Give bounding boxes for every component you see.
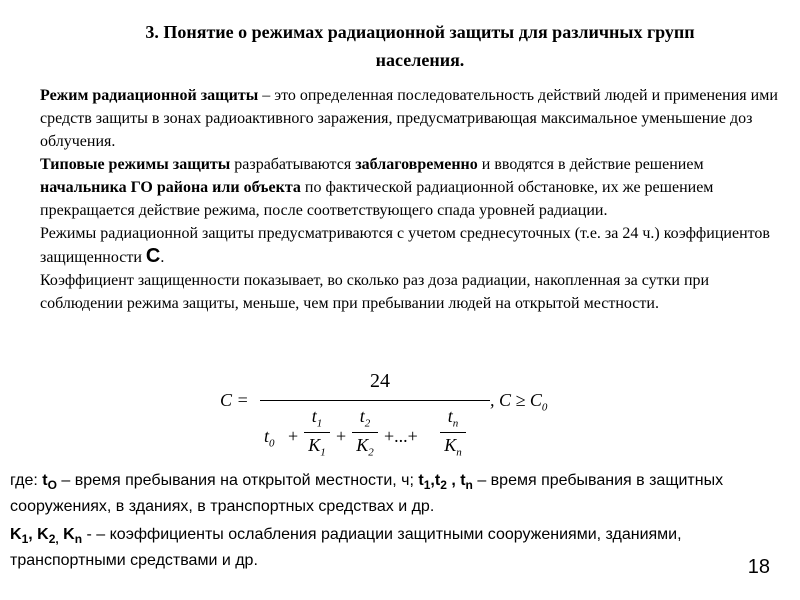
slide-title-line1: 3. Понятие о режимах радиационной защиты для различных групп: [145, 22, 695, 42]
protection-coefficient-formula: [220, 370, 580, 470]
formula-frac-tn-kn: [440, 406, 466, 458]
formula-lhs: C =: [220, 390, 249, 410]
term-radiation-protection-mode: Режим радиационной защиты: [40, 87, 259, 104]
legend-t2-letter: ,t: [430, 472, 441, 489]
definition-text: – это определенная последовательность действий людей и применения ими средств защиты в зонах радиоактивного заражения, предусматривающая максимальное уменьшение доз облучения.: [40, 87, 778, 150]
formula-frac-bar-n: [440, 432, 466, 433]
formula-plus-2: +: [336, 426, 347, 446]
formula-k2: [352, 435, 378, 459]
formula-frac-bar-2: [352, 432, 378, 433]
formula-kn-symbol: K: [444, 434, 457, 455]
formula-tn: [440, 406, 466, 430]
formula-t2-symbol: t: [359, 406, 365, 426]
legend-kn-letter: K: [58, 526, 75, 544]
term-in-advance: заблаговременно: [355, 156, 478, 173]
legend-t1-sub: 1: [423, 478, 431, 493]
formula-kn-sub: n: [456, 446, 462, 459]
legend-k-desc: - – коэффициенты ослабления радиации защитными сооружениями, зданиями, транспортными средствами и др.: [10, 526, 682, 570]
formula-t1-symbol: t: [311, 406, 317, 426]
page-number: 18: [747, 556, 770, 578]
formula-numerator: 24: [370, 370, 390, 392]
typical-modes-text-3: по фактической радиационной обстановке, их же решением прекращается действие режима, после соответствующего спада уровней радиации.: [40, 179, 714, 219]
legend-k1-letter: K: [10, 526, 22, 544]
formula-condition-sub: 0: [541, 401, 548, 414]
formula-t0: [264, 426, 275, 450]
legend-tn-sub: n: [465, 478, 473, 493]
formula-k1: [304, 435, 330, 459]
paragraph-coefficient-meaning: Коэффициент защищенности показывает, во сколько раз доза радиации, накопленная за сутки при соблюдении режима защиты, меньше, чем при пребывании людей на открытой местности.: [40, 272, 710, 312]
formula-condition: [490, 390, 547, 414]
paragraph-typical-modes: [40, 153, 780, 222]
legend-times: [10, 470, 790, 518]
formula-t0-symbol: t: [264, 426, 270, 446]
typical-modes-text-2: и вводятся в действие решением: [477, 156, 704, 173]
coefficients-period: .: [160, 249, 165, 266]
formula-t2: [352, 406, 378, 430]
formula-t1-sub: 1: [316, 417, 323, 430]
legend-t2-sub: 2: [440, 478, 447, 493]
formula-tn-sub: n: [452, 417, 459, 430]
legend-kn-sub: n: [74, 532, 83, 547]
formula-frac-t1-k1: [304, 406, 330, 458]
legend-t0-letter: t: [42, 472, 48, 489]
coefficient-c-letter: С: [145, 245, 161, 267]
formula-t0-sub: 0: [269, 437, 275, 450]
paragraph-coefficients: [40, 222, 780, 269]
formula-kn: [440, 435, 466, 459]
formula-plus-1: +: [288, 426, 299, 446]
legend-coefficients: [10, 524, 790, 572]
formula-ellipsis: +...+: [384, 426, 418, 446]
formula-k1-symbol: K: [308, 434, 321, 455]
legend-t1-letter: t: [418, 472, 424, 489]
slide-title: [60, 18, 780, 74]
formula-tn-symbol: t: [447, 406, 453, 426]
slide-title-line2: населения.: [375, 50, 465, 70]
formula-condition-text: , C ≥ C: [490, 390, 542, 410]
legend-tn-letter: , t: [446, 472, 466, 489]
legend-k-list: [10, 526, 83, 547]
legend-t-list: [418, 472, 473, 493]
formula-main-fraction-bar: [260, 400, 490, 401]
coefficients-text: Режимы радиационной защиты предусматриваются с учетом среднесуточных (т.е. за 24 ч.) коэффициентов защищенности: [40, 225, 770, 266]
legend-t0-desc: – время пребывания на открытой местности, ч;: [56, 472, 419, 489]
formula-legend: [10, 470, 790, 578]
legend-k2-letter: , K: [28, 526, 49, 544]
legend-t0-sub: O: [47, 478, 57, 493]
formula-t2-sub: 2: [364, 417, 371, 430]
formula-k2-sub: 2: [368, 446, 374, 459]
formula-k1-sub: 1: [320, 446, 326, 459]
formula-denominator: [264, 406, 504, 466]
legend-where-prefix: где:: [10, 472, 43, 489]
legend-k2-sub: 2,: [48, 532, 59, 547]
formula-frac-t2-k2: [352, 406, 378, 458]
term-typical-modes: Типовые режимы защиты: [40, 156, 231, 173]
legend-t0-symbol: [42, 472, 57, 493]
paragraph-definition: [40, 84, 780, 153]
slide-body: [40, 84, 780, 315]
legend-t-list-desc: – время пребывания в защитных сооружениях, в зданиях, в транспортных средствах и др.: [10, 472, 724, 516]
formula-frac-bar-1: [304, 432, 330, 433]
formula-k2-symbol: K: [356, 434, 369, 455]
term-chief-go: начальника ГО района или объекта: [40, 179, 301, 196]
typical-modes-text-1: разрабатываются: [230, 156, 356, 173]
formula-t1: [304, 406, 330, 430]
legend-k1-sub: 1: [21, 532, 29, 547]
